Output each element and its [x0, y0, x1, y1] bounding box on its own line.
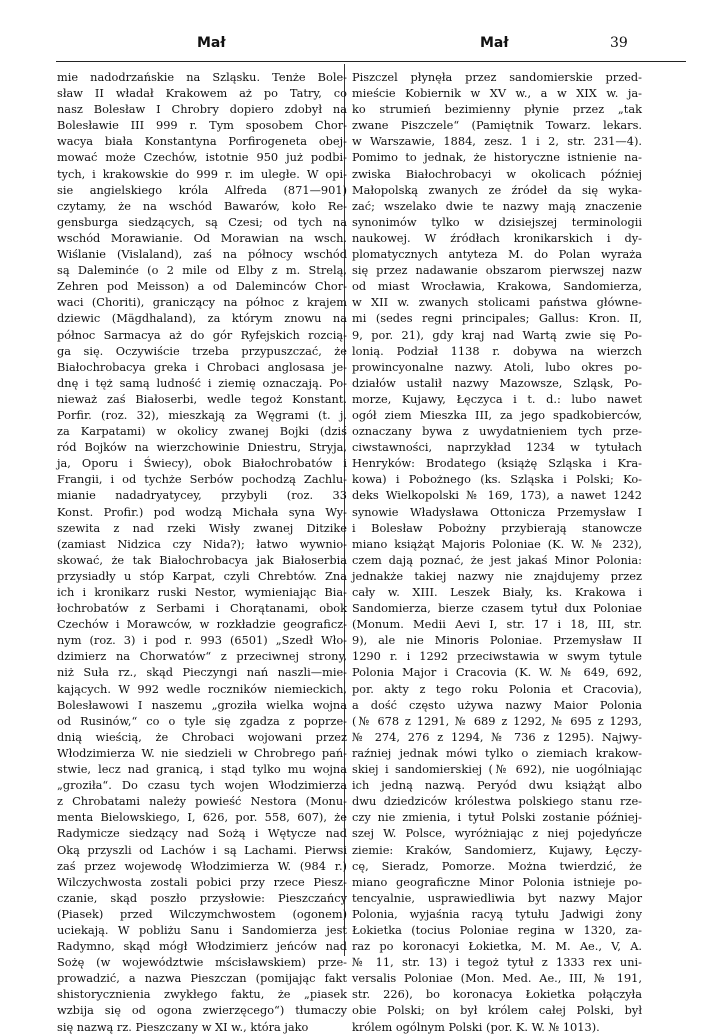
text-line: sław II władał Krakowem aż po Tatry, co: [57, 86, 347, 101]
text-line: Pomimo to jednak, że historyczne istnienie na-: [352, 150, 642, 165]
running-head-right: Mał: [480, 35, 509, 51]
text-line: zwiska Białochrobacyi w okolicach później: [352, 166, 642, 181]
text-line: lonią. Podział 1138 r. dobywa na wierzch: [352, 343, 642, 358]
text-line: dnę i tęż samą ludność i ziemię oznaczają. Po-: [57, 375, 347, 390]
text-line: wzbija się od ogona zwierzęcego“) tłumaczy: [57, 1003, 347, 1018]
text-line: w Warszawie, 1884, zesz. 1 i 2, str. 231—4).: [352, 134, 642, 149]
text-line: nieważ zaś Białoserbi, wedle tegoż Konstant.: [57, 391, 347, 406]
text-line: raz po koronacyi Łokietka, M. M. Ae., V, A.: [352, 939, 642, 954]
text-line: Wilczychwosta zostali pobici przy rzece Piesz-: [57, 874, 347, 889]
text-line: mować może Czechów, istotnie 950 już podbi-: [57, 150, 347, 165]
text-line: shistorycznienia zwykłego faktu, że „piasek: [57, 987, 347, 1002]
text-line: Czechów i Morawców, w rozkładzie geograficz-: [57, 617, 347, 632]
text-line: działów ustalił nazwy Mazowsze, Szląsk, Po-: [352, 375, 642, 390]
text-line: kających. W 992 wedle roczników niemieckich,: [57, 681, 347, 696]
text-line: nasz Bolesław I Chrobry dopiero zdobył na: [57, 102, 347, 117]
text-line: № 11, str. 13) i tegoż tytuł z 1333 rex uni-: [352, 955, 642, 970]
text-line: zać; wszelako dwie te nazwy mają znaczenie: [352, 198, 642, 213]
text-line: synowie Władysława Ottonicza Przemysław I: [352, 504, 642, 519]
text-line: uciekają. W pobliżu Sanu i Sandomierza jest: [57, 922, 347, 937]
text-line: ko strumień bezimienny płynie przez „tak: [352, 102, 642, 117]
text-line: się nazwą rz. Pieszczany w XI w., która jako: [57, 1019, 309, 1034]
text-line: obie Polski; on był królem całej Polski, był: [352, 1003, 642, 1018]
text-line: mie nadodrzańskie na Szląsku. Tenże Bole-: [57, 70, 347, 84]
text-line: Radymicze siedzący nad Sożą i Wętycze nad: [57, 826, 347, 841]
text-line: prowadzić, a nazwa Pieszczan (pomijając fakt: [57, 971, 347, 986]
text-line: królem ogólnym Polski (por. K. W. № 1013).: [352, 1019, 600, 1034]
text-line: Radymno, skąd mógł Włodzimierz jeńców nad: [57, 939, 347, 954]
text-line: skować, że tak Białochrobacya jak Białoserbia: [57, 552, 347, 567]
text-line: prowincyonalne nazwy. Atoli, lubo okres po-: [352, 359, 642, 374]
text-line: czem dają poznać, że jest jakaś Minor Polonia:: [352, 552, 642, 567]
text-line: miano geograficzne Minor Polonia istnieje po-: [352, 874, 642, 889]
text-line: szewita z nad rzeki Wisły zwanej Ditzike: [57, 520, 347, 535]
text-line: cę, Sieradz, Pomorze. Można twierdzić, że: [352, 858, 642, 873]
text-line: Małopolską zwanych ze źródeł da się wyka-: [352, 182, 642, 197]
text-line: łochrobatów z Serbami i Chorątanami, obok: [57, 601, 347, 616]
text-line: ziemie: Kraków, Sandomierz, Kujawy, Łęczy-: [352, 842, 642, 857]
text-line: Polonia Major i Cracovia (K. W. № 649, 692,: [352, 665, 642, 680]
text-line: i Bolesław Pobożny przybierają stanowcze: [352, 520, 642, 535]
text-line: Frangii, i od tychże Serbów pochodzą Zachlu-: [57, 472, 347, 487]
text-line: naukowej. W źródłach kronikarskich i dy-: [352, 230, 642, 245]
text-line: Piszczel płynęła przez sandomierskie przed-: [352, 70, 642, 84]
text-line: przysiadły u stóp Karpat, czyli Chrebtów. Zna: [57, 568, 347, 583]
text-line: Porfir. (roz. 32), mieszkają za Węgrami (t. j.: [57, 407, 347, 422]
text-line: Henryków: Brodatego (książę Szląska i Kra-: [352, 456, 642, 471]
text-line: wacya biała Konstantyna Porfirogeneta obej-: [57, 134, 347, 149]
text-line: ja, Oporu i Świecy), obok Białochrobatów i: [57, 456, 347, 471]
text-line: są Daleminće (o 2 mile od Elby z m. Strelą,: [57, 263, 347, 278]
text-line: por. akty z tego roku Polonia et Cracovia),: [352, 681, 642, 696]
text-line: (№ 678 z 1291, № 689 z 1292, № 695 z 1293,: [352, 713, 642, 728]
text-line: „groziła“. Do czasu tych wojen Włodzimierza: [57, 778, 347, 793]
text-line: gensburga siedzących, są Czesi; od tych na: [57, 214, 347, 229]
text-line: Polonia, wyjaśnia racyą tytułu Jadwigi żony: [352, 906, 642, 921]
text-line: zaś przez wojewodę Włodzimierza W. (984 r.): [57, 858, 347, 873]
text-line: z Chrobatami należy powieść Nestora (Monu-: [57, 794, 347, 809]
text-line: waci (Choriti), graniczący na północ z krajem: [57, 295, 347, 310]
text-line: cały w. XIII. Leszek Biały, ks. Krakowa i: [352, 585, 642, 599]
text-line: plomatycznych antyteza M. do Polan wyraża: [352, 247, 642, 262]
text-line: stwie, lecz nad granicą, i stąd tylko mu wojna: [57, 762, 347, 777]
text-line: synonimów tylko w dzisiejszej terminologii: [352, 214, 642, 229]
text-line: Sandomierza, bierze czasem tytuł dux Poloniae: [352, 601, 642, 616]
text-line: dzimierz na Chorwatów“ z przeciwnej strony,: [57, 649, 347, 664]
text-line: dwu dziedziców królestwa polskiego stanu rze-: [352, 794, 642, 809]
text-line: Białochrobacya greka i Chrobaci anglosasa je-: [57, 359, 347, 374]
text-line: niż Suła rz., skąd Pieczyngi nań naszli—mie-: [57, 665, 347, 680]
text-line: od miast Wrocławia, Krakowa, Sandomierza,: [352, 279, 642, 294]
text-line: mieście Kobiernik w XV w., a w XIX w. ja-: [352, 86, 642, 101]
text-line: szej W. Polsce, wyróżniając z niej pojedyńcze: [352, 826, 642, 841]
text-line: Sożę (w województwie mścisławskiem) prze-: [57, 955, 347, 970]
text-line: (Piasek) przed Wilczymchwostem (ogonem): [57, 906, 347, 921]
text-line: czy nie zmienia, i tytuł Polski zostanie później-: [352, 810, 642, 825]
text-line: mianie nadadryatycey, przybyli (roz. 33: [57, 488, 347, 503]
text-line: ród Bojków na wierzchowinie Dniestru, Stryja,: [57, 440, 347, 455]
text-line: tencyalnie, usprawiedliwia byt nazwy Major: [352, 890, 642, 905]
text-line: skiej i sandomierskiej (№ 692), nie uogólniając: [352, 762, 642, 777]
text-line: menta Bielowskiego, I, 626, por. 558, 607), że: [57, 810, 347, 825]
text-line: morze, Kujawy, Łęczyca i t. d.: lubo nawet: [352, 391, 642, 406]
text-line: Konst. Profir.) pod wodzą Michała syna Wy-: [57, 504, 347, 519]
text-line: (Monum. Medii Aevi I, str. 17 i 18, III, str.: [352, 617, 642, 632]
text-line: № 274, 276 z 1294, № 736 z 1295). Najwy-: [352, 729, 642, 744]
text-line: 9, por. 21), gdy kraj nad Wartą zwie się Po-: [352, 327, 642, 342]
text-line: Wiślanie (Vislaland), zaś na północy wschód: [57, 247, 347, 262]
text-line: raźniej jednak mówi tylko o ziemiach krakow-: [352, 745, 642, 760]
text-line: od Rusinów,“ co o tyle się zgadza z poprze-: [57, 713, 347, 728]
text-line: Bolesławie III 999 r. Tym sposobem Chor-: [57, 118, 347, 133]
text-line: tych, i krakowskie do 999 r. im uległe. W opi-: [57, 166, 347, 181]
text-line: czanie, skąd poszło przysłowie: Pieszczańcy: [57, 890, 347, 905]
text-line: zwane Piszczele“ (Pamiętnik Towarz. lekars.: [352, 118, 642, 133]
text-line: się przez nadawanie obszarom pierwszej nazw: [352, 263, 642, 278]
text-line: deks Wielkopolski № 169, 173), a nawet 1242: [352, 488, 642, 503]
text-line: (zamiast Nidzica czy Nida?); łatwo wywnio-: [57, 536, 347, 551]
text-line: mi (sedes regni principales; Gallus: Kron. II,: [352, 311, 642, 326]
text-line: ga się. Oczywiście trzeba przypuszczać, że: [57, 343, 347, 358]
text-line: versalis Poloniae (Mon. Med. Ae., III, № 191,: [352, 971, 642, 986]
text-line: dziewic (Mägdhaland), za którym znowu na: [57, 311, 347, 326]
header-rule: [56, 61, 686, 62]
page-number: 39: [610, 35, 628, 51]
text-line: Włodzimierza W. nie siedzieli w Chrobrego pań-: [57, 745, 347, 760]
text-line: jednakże takiej nazwy nie znajdujemy przez: [352, 568, 642, 583]
text-line: str. 226), bo koronacya Łokietka połączyła: [352, 987, 642, 1002]
text-line: ciwstawności, naprzykład 1234 w tytułach: [352, 440, 642, 455]
text-line: kowa) i Pobożnego (ks. Szląska i Polski; Ko-: [352, 472, 642, 487]
text-line: a dość często używa nazwy Maior Polonia: [352, 697, 642, 712]
text-line: w XII w. zwanych stolicami państwa główne-: [352, 295, 642, 310]
text-line: nym (roz. 3) i pod r. 993 (6501) „Szedł Wło-: [57, 633, 347, 648]
running-head-left: Mał: [197, 35, 226, 51]
text-line: ich jedną nazwą. Peryód dwu książąt albo: [352, 778, 642, 793]
text-line: ogół ziem Mieszka III, za jego spadkobierców,: [352, 407, 642, 422]
text-column-right: [352, 69, 642, 1035]
text-line: 9), ale nie Minoris Poloniae. Przemysław II: [352, 633, 642, 648]
text-line: Oką przyszli od Lachów i są Lachami. Pierwsi: [57, 842, 347, 857]
text-line: Łokietka (tocius Poloniae regina w 1320, za-: [352, 922, 642, 937]
text-line: sie angielskiego króla Alfreda (871—901): [57, 182, 347, 197]
text-line: za Karpatami) w okolicy zwanej Bojki (dziś: [57, 424, 347, 439]
text-line: Zehren pod Meisson) a od Daleminców Chor-: [57, 279, 347, 294]
text-column-left: [57, 69, 347, 1035]
text-line: ich i kronikarz ruski Nestor, wymieniając Bia-: [57, 585, 347, 599]
text-line: 1290 r. i 1292 przeciwstawia w swym tytule: [352, 649, 642, 664]
text-line: Bolesławowi I naszemu „groziła wielka wojna: [57, 697, 347, 712]
text-line: północ Sarmacya aż do gór Ryfejskich rozcią-: [57, 327, 347, 342]
text-line: wschód Morawianie. Od Morawian na wsch.: [57, 230, 347, 245]
text-line: oznaczany bywa z uwydatnieniem tych prze-: [352, 424, 642, 439]
text-line: czytamy, że na wschód Bawarów, koło Re-: [57, 198, 347, 213]
text-line: miano książąt Majoris Poloniae (K. W. № 232),: [352, 536, 642, 551]
text-line: dnią wieścią, że Chrobaci wojowani przez: [57, 729, 347, 744]
